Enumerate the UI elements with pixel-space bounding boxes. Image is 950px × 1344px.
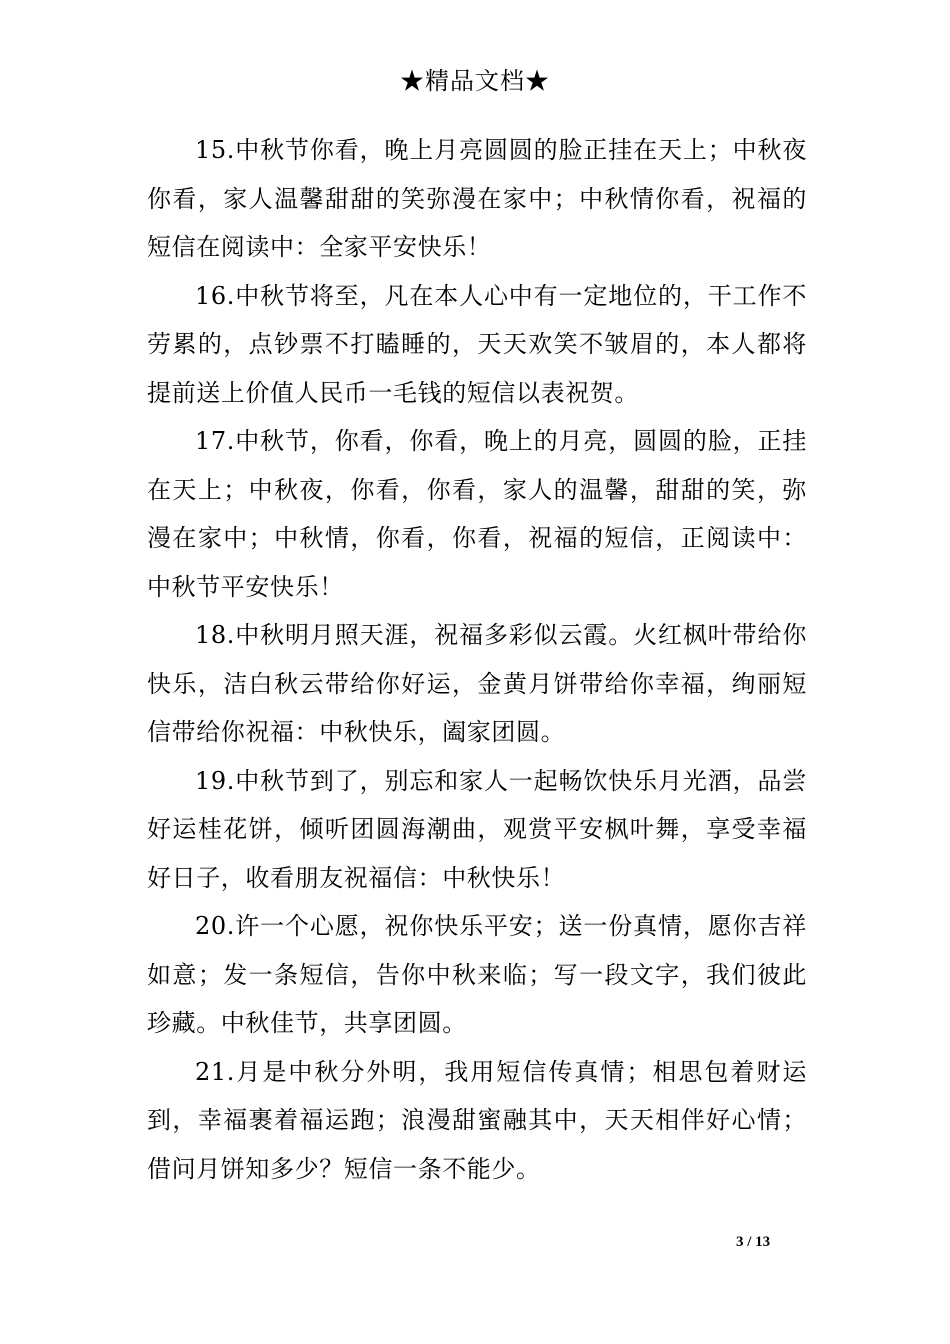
paragraph-20: 20.许一个心愿，祝你快乐平安；送一份真情，愿你吉祥如意；发一条短信，告你中秋来临；写一段文字，我们彼此珍藏。中秋佳节，共享团圆。 — [147, 912, 807, 1037]
paragraph-15: 15.中秋节你看，晚上月亮圆圆的脸正挂在天上；中秋夜你看，家人温馨甜甜的笑弥漫在家中；中秋情你看，祝福的短信在阅读中：全家平安快乐！ — [147, 136, 807, 261]
paragraph-18: 18.中秋明月照天涯，祝福多彩似云霞。火红枫叶带给你快乐，洁白秋云带给你好运，金黄月饼带给你幸福，绚丽短信带给你祝福：中秋快乐，阖家团圆。 — [147, 621, 807, 746]
page-number: 3 / 13 — [736, 1234, 771, 1250]
paragraph-17: 17.中秋节，你看，你看，晚上的月亮，圆圆的脸，正挂在天上；中秋夜，你看，你看，家人的温馨，甜甜的笑，弥漫在家中；中秋情，你看，你看，祝福的短信，正阅读中：中秋节平安快乐！ — [147, 427, 807, 601]
paragraph-21: 21.月是中秋分外明，我用短信传真情；相思包着财运到，幸福裹着福运跑；浪漫甜蜜融其中，天天相伴好心情；借问月饼知多少？短信一条不能少。 — [147, 1057, 807, 1183]
document-header: ★精品文档★ — [400, 67, 550, 95]
paragraph-19: 19.中秋节到了，别忘和家人一起畅饮快乐月光酒，品尝好运桂花饼，倾听团圆海潮曲，观赏平安枫叶舞，享受幸福好日子，收看朋友祝福信：中秋快乐！ — [147, 766, 807, 892]
document-body — [147, 126, 807, 1193]
paragraph-16: 16.中秋节将至，凡在本人心中有一定地位的，干工作不劳累的，点钞票不打瞌睡的，天天欢笑不皱眉的，本人都将提前送上价值人民币一毛钱的短信以表祝贺。 — [147, 281, 807, 407]
